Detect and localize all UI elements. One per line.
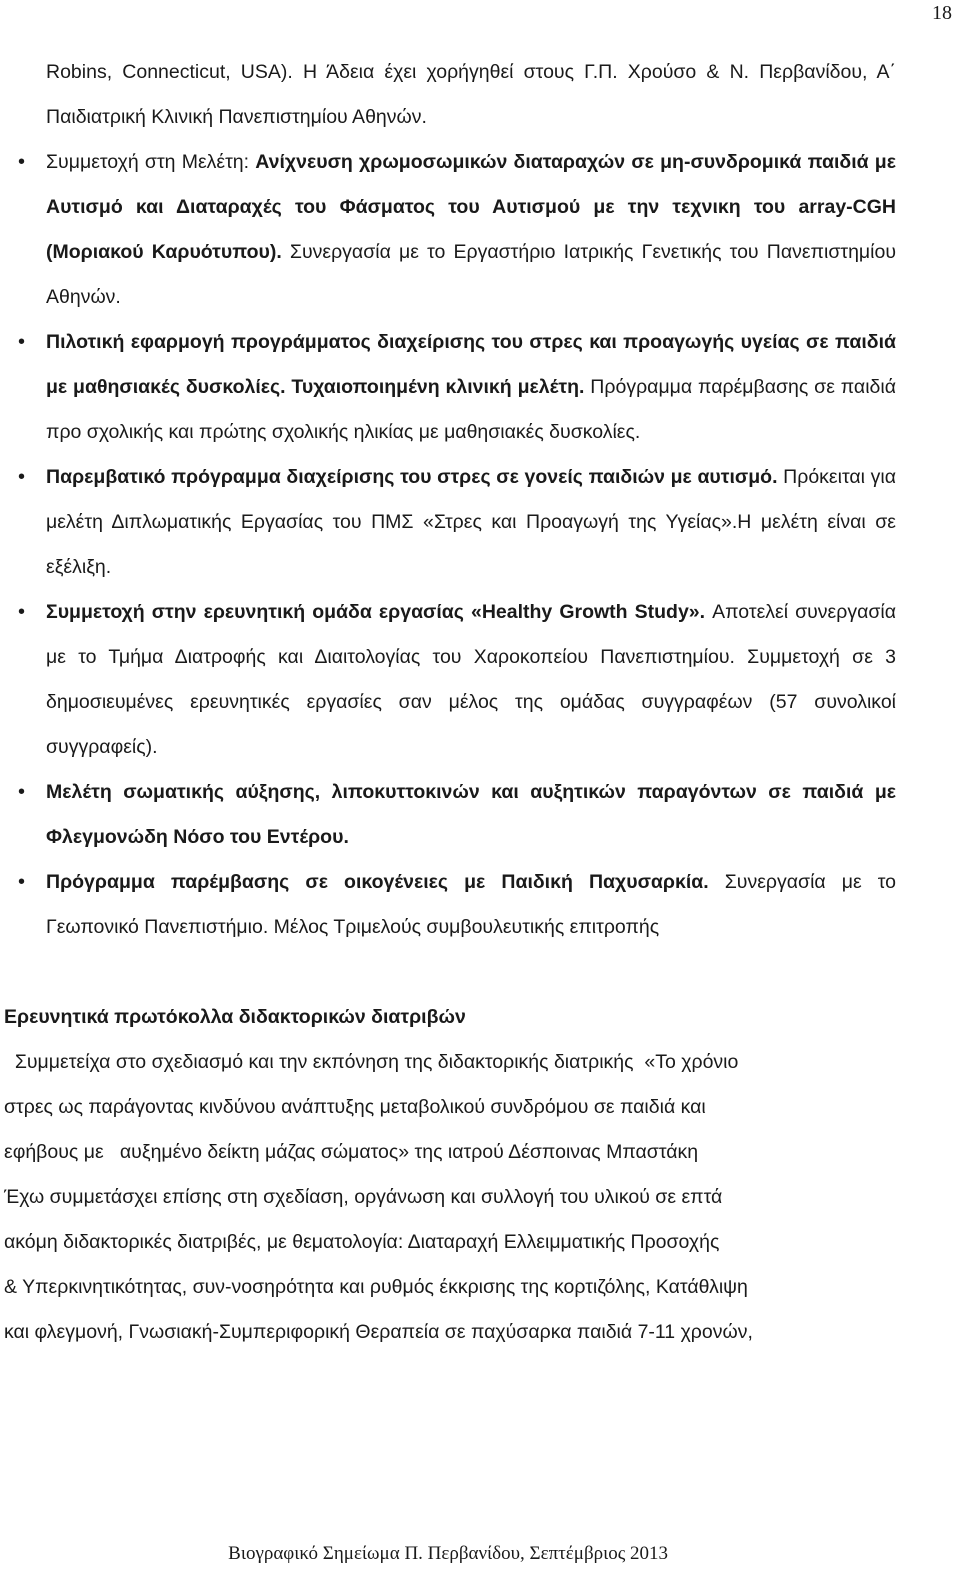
page-number: 18 — [932, 2, 952, 24]
bullet-item — [46, 455, 896, 590]
section-line: ακόμη διδακτορικές διατριβές, με θεματολογία: Διαταραχή Ελλειμματικής Προσοχής — [4, 1231, 720, 1253]
section-line: & Υπερκινητικότητας, συν-νοσηρότητα και ρυθμός έκκρισης της κορτιζόλης, Κατάθλιψη — [4, 1276, 748, 1298]
section-spacer — [0, 950, 960, 995]
section-line: στρες ως παράγοντας κινδύνου ανάπτυξης μεταβολικού συνδρόμου σε παιδιά και — [4, 1096, 706, 1118]
bullet-title: Συμμετοχή στην ερευνητική ομάδα εργασίας «Healthy Growth Study». — [46, 601, 706, 623]
bullet-title: Παρεμβατικό πρόγραμμα διαχείρισης του στρες σε γονείς παιδιών με αυτισμό. — [46, 466, 778, 488]
section-line: και φλεγμονή, Γνωσιακή-Συμπεριφορική Θεραπεία σε παχύσαρκα παιδιά 7-11 χρονών, — [4, 1321, 753, 1343]
footer-text: Βιογραφικό Σημείωμα Π. Περβανίδου, Σεπτέμβριος 2013 — [228, 1543, 668, 1564]
bullet-description: Συνεργασία με το Εργαστήριο Ιατρικής Γενετικής του Πανεπιστημίου Αθηνών. — [46, 241, 896, 308]
bullet-title: Ανίχνευση χρωμοσωμικών διαταραχών σε μη-συνδρομικά παιδιά με Αυτισμό και Διαταραχές του Φάσματος του Αυτισμού με την τεχνικη του array-CGH (Μοριακού Καρυότυπου). — [46, 151, 896, 263]
bullet-description: Αποτελεί συνεργασία με το Τμήμα Διατροφής και Διαιτολογίας του Χαροκοπείου Πανεπιστημίου. Συμμετοχή σε 3 δημοσιευμένες ερευνητικές εργασίες σαν μέλος της ομάδας συγγραφέων (57 συνολικοί συγγραφείς). — [46, 601, 896, 758]
research-bullet-list — [0, 140, 960, 950]
bullet-title: Μελέτη σωματικής αύξησης, λιποκυττοκινών και αυξητικών παραγόντων σε παιδιά με Φλεγμονώδη Νόσο του Εντέρου. — [46, 781, 896, 848]
section-line: εφήβους με αυξημένο δείκτη μάζας σώματος» της ιατρού Δέσποινας Μπαστάκη — [4, 1141, 699, 1163]
section-heading: Ερευνητικά πρωτόκολλα διδακτορικών διατριβών — [4, 1006, 466, 1028]
bullet-item — [46, 770, 896, 860]
section-line: Έχω συμμετάσχει επίσης στη σχεδίαση, οργάνωση και συλλογή του υλικού σε επτά — [4, 1186, 723, 1208]
bullet-item — [46, 860, 896, 950]
bullet-description: Πρόγραμμα παρέμβασης σε παιδιά προ σχολικής και πρώτης σχολικής ηλικίας με μαθησιακές δυσκολίες. — [46, 376, 896, 443]
bullet-item — [46, 590, 896, 770]
bullet-description: Πρόκειται για μελέτη Διπλωματικής Εργασίας του ΠΜΣ «Στρες και Προαγωγή της Υγείας».Η μελέτη είναι σε εξέλιξη. — [46, 466, 896, 578]
section-line: Συμμετείχα στο σχεδιασμό και την εκπόνηση της διδακτορικής διατρικής «Το χρόνιο — [4, 1051, 739, 1073]
bullet-item — [46, 140, 896, 320]
bullet-prefix: Συμμετοχή στη Μελέτη: — [46, 151, 256, 173]
document-body — [0, 50, 960, 1355]
bullet-description: Συνεργασία με το Γεωπονικό Πανεπιστήμιο. Μέλος Τριμελούς συμβουλευτικής επιτροπής — [46, 871, 896, 938]
page-footer — [0, 1543, 960, 1565]
intro-paragraph: Robins, Connecticut, USA). Η Άδεια έχει χορήγηθεί στους Γ.Π. Χρούσο & Ν. Περβανίδου, Α΄ Παιδιατρική Κλινική Πανεπιστημίου Αθηνών. — [46, 61, 896, 128]
bullet-title: Πρόγραμμα παρέμβασης σε οικογένειες με Παιδική Παχυσαρκία. — [46, 871, 709, 893]
bullet-title: Πιλοτική εφαρμογή προγράμματος διαχείρισης του στρες και προαγωγής υγείας σε παιδιά με μαθησιακές δυσκολίες. Τυχαιοποιημένη κλινική μελέτη. — [46, 331, 896, 398]
bullet-item — [46, 320, 896, 455]
